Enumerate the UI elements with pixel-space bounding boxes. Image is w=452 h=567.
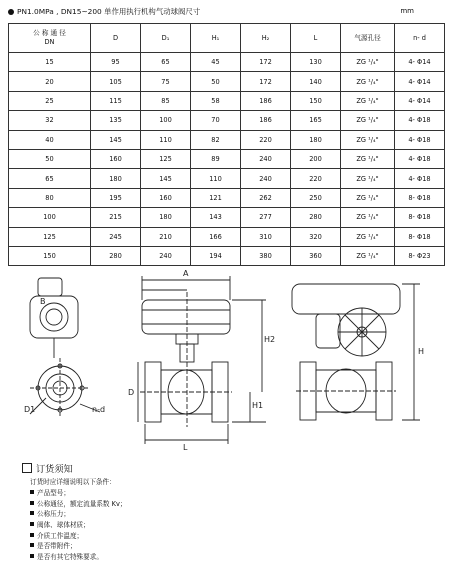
table-row — [9, 149, 445, 168]
table-row — [9, 91, 445, 110]
table-cell: 210 — [141, 227, 191, 246]
table-cell: ZG ¹/₄" — [341, 246, 395, 265]
table-row — [9, 188, 445, 207]
table-cell: 140 — [291, 72, 341, 91]
label-A: A — [183, 269, 189, 278]
table-cell: 250 — [291, 188, 341, 207]
table-cell: 80 — [9, 188, 91, 207]
column-header: n- d — [395, 24, 445, 53]
table-cell: 310 — [241, 227, 291, 246]
table-cell: 180 — [141, 208, 191, 227]
table-cell: 75 — [141, 72, 191, 91]
heading-text: PN1.0MPa , DN15~200 单作用执行机构气动球阀尺寸 — [17, 7, 201, 16]
table-cell: 4- Φ18 — [395, 169, 445, 188]
table-cell: 15 — [9, 53, 91, 72]
table-cell: 320 — [291, 227, 341, 246]
table-cell: 8- Φ18 — [395, 188, 445, 207]
column-header: 气源孔径 — [341, 24, 395, 53]
column-header: H₂ — [241, 24, 291, 53]
column-header: D — [91, 24, 141, 53]
front-view — [138, 276, 266, 444]
side-view — [292, 284, 420, 420]
table-body — [9, 53, 445, 266]
table-cell: 180 — [91, 169, 141, 188]
table-cell: 25 — [9, 91, 91, 110]
table-cell: 172 — [241, 72, 291, 91]
label-H2: H2 — [264, 335, 276, 344]
table-cell: 110 — [141, 130, 191, 149]
table-cell: 135 — [91, 111, 141, 130]
table-cell: 32 — [9, 111, 91, 130]
label-H1: H1 — [252, 401, 264, 410]
table-cell: 240 — [241, 149, 291, 168]
table-cell: 215 — [91, 208, 141, 227]
table-cell: 143 — [191, 208, 241, 227]
table-row — [9, 169, 445, 188]
table-cell: 166 — [191, 227, 241, 246]
table-cell: 89 — [191, 149, 241, 168]
table-cell: 110 — [191, 169, 241, 188]
table-cell: 20 — [9, 72, 91, 91]
label-D1: D1 — [24, 405, 36, 414]
table-cell: 95 — [91, 53, 141, 72]
dimension-table — [8, 23, 445, 266]
table-cell: ZG ¹/₄" — [341, 111, 395, 130]
list-item: 是否带附件； — [30, 541, 126, 552]
spec-heading — [8, 6, 200, 17]
table-cell: ZG ¹/₄" — [341, 208, 395, 227]
bullet-icon — [8, 9, 14, 15]
list-item: 阀体、球体材质； — [30, 520, 126, 531]
column-header: H₁ — [191, 24, 241, 53]
order-intro: 订货时应详细说明以下条件： — [30, 478, 116, 486]
table-row — [9, 53, 445, 72]
table-cell: 194 — [191, 246, 241, 265]
label-nd: n-d — [92, 405, 106, 414]
table-cell: 121 — [191, 188, 241, 207]
order-title — [22, 461, 73, 475]
table-cell: 65 — [9, 169, 91, 188]
table-cell: ZG ¹/₄" — [341, 149, 395, 168]
table-cell: 58 — [191, 91, 241, 110]
table-cell: 125 — [9, 227, 91, 246]
list-item: 介质工作温度； — [30, 531, 126, 542]
table-cell: 145 — [141, 169, 191, 188]
label-B: B — [40, 297, 46, 306]
column-header: D₁ — [141, 24, 191, 53]
table-cell: 45 — [191, 53, 241, 72]
table-cell: 4- Φ14 — [395, 72, 445, 91]
list-item: 公称通径，额定流量系数 Kv； — [30, 499, 126, 510]
table-cell: 4- Φ18 — [395, 111, 445, 130]
table-cell: 150 — [9, 246, 91, 265]
table-cell: 280 — [91, 246, 141, 265]
table-cell: 82 — [191, 130, 241, 149]
table-cell: ZG ¹/₄" — [341, 227, 395, 246]
table-row — [9, 227, 445, 246]
table-row — [9, 111, 445, 130]
table-cell: 160 — [141, 188, 191, 207]
table-cell: 360 — [291, 246, 341, 265]
table-cell: ZG ¹/₄" — [341, 188, 395, 207]
table-cell: 380 — [241, 246, 291, 265]
table-row — [9, 208, 445, 227]
table-cell: 65 — [141, 53, 191, 72]
table-cell: 100 — [9, 208, 91, 227]
checkbox-icon — [22, 463, 32, 473]
table-cell: 180 — [291, 130, 341, 149]
table-cell: ZG ¹/₄" — [341, 91, 395, 110]
table-cell: 220 — [241, 130, 291, 149]
table-cell: 105 — [91, 72, 141, 91]
table-cell: ZG ¹/₄" — [341, 53, 395, 72]
table-cell: ZG ¹/₄" — [341, 72, 395, 91]
table-cell: 172 — [241, 53, 291, 72]
table-cell: 8- Φ18 — [395, 227, 445, 246]
table-row — [9, 72, 445, 91]
label-H: H — [418, 347, 425, 356]
table-cell: 4- Φ18 — [395, 130, 445, 149]
table-cell: 85 — [141, 91, 191, 110]
table-cell: 8- Φ23 — [395, 246, 445, 265]
valve-drawing — [0, 262, 452, 457]
table-cell: 165 — [291, 111, 341, 130]
order-title-text: 订货须知 — [36, 464, 73, 475]
column-header: L — [291, 24, 341, 53]
table-cell: 220 — [291, 169, 341, 188]
table-cell: 40 — [9, 130, 91, 149]
table-cell: 262 — [241, 188, 291, 207]
table-cell: 280 — [291, 208, 341, 227]
table-cell: 50 — [9, 149, 91, 168]
label-D: D — [128, 388, 135, 397]
table-cell: 200 — [291, 149, 341, 168]
table-cell: 4- Φ14 — [395, 91, 445, 110]
list-item: 是否有其它特殊要求。 — [30, 552, 126, 563]
table-cell: ZG ¹/₄" — [341, 130, 395, 149]
column-header: 公 称 通 径 DN — [9, 24, 91, 53]
table-cell: 125 — [141, 149, 191, 168]
table-cell: ZG ¹/₄" — [341, 169, 395, 188]
table-cell: 70 — [191, 111, 241, 130]
table-cell: 4- Φ18 — [395, 149, 445, 168]
table-cell: 4- Φ14 — [395, 53, 445, 72]
table-cell: 8- Φ18 — [395, 208, 445, 227]
table-header-row — [9, 24, 445, 53]
table-cell: 115 — [91, 91, 141, 110]
table-cell: 130 — [291, 53, 341, 72]
list-item: 公称压力； — [30, 509, 126, 520]
table-cell: 240 — [241, 169, 291, 188]
table-cell: 150 — [291, 91, 341, 110]
table-cell: 100 — [141, 111, 191, 130]
unit-label: mm — [400, 7, 414, 15]
table-cell: 277 — [241, 208, 291, 227]
label-L: L — [183, 443, 188, 452]
table-cell: 195 — [91, 188, 141, 207]
table-cell: 50 — [191, 72, 241, 91]
table-cell: 240 — [141, 246, 191, 265]
order-list — [30, 488, 126, 563]
table-cell: 186 — [241, 91, 291, 110]
table-cell: 160 — [91, 149, 141, 168]
table-cell: 245 — [91, 227, 141, 246]
table-cell: 145 — [91, 130, 141, 149]
table-cell: 186 — [241, 111, 291, 130]
list-item: 产品型号； — [30, 488, 126, 499]
table-row — [9, 130, 445, 149]
